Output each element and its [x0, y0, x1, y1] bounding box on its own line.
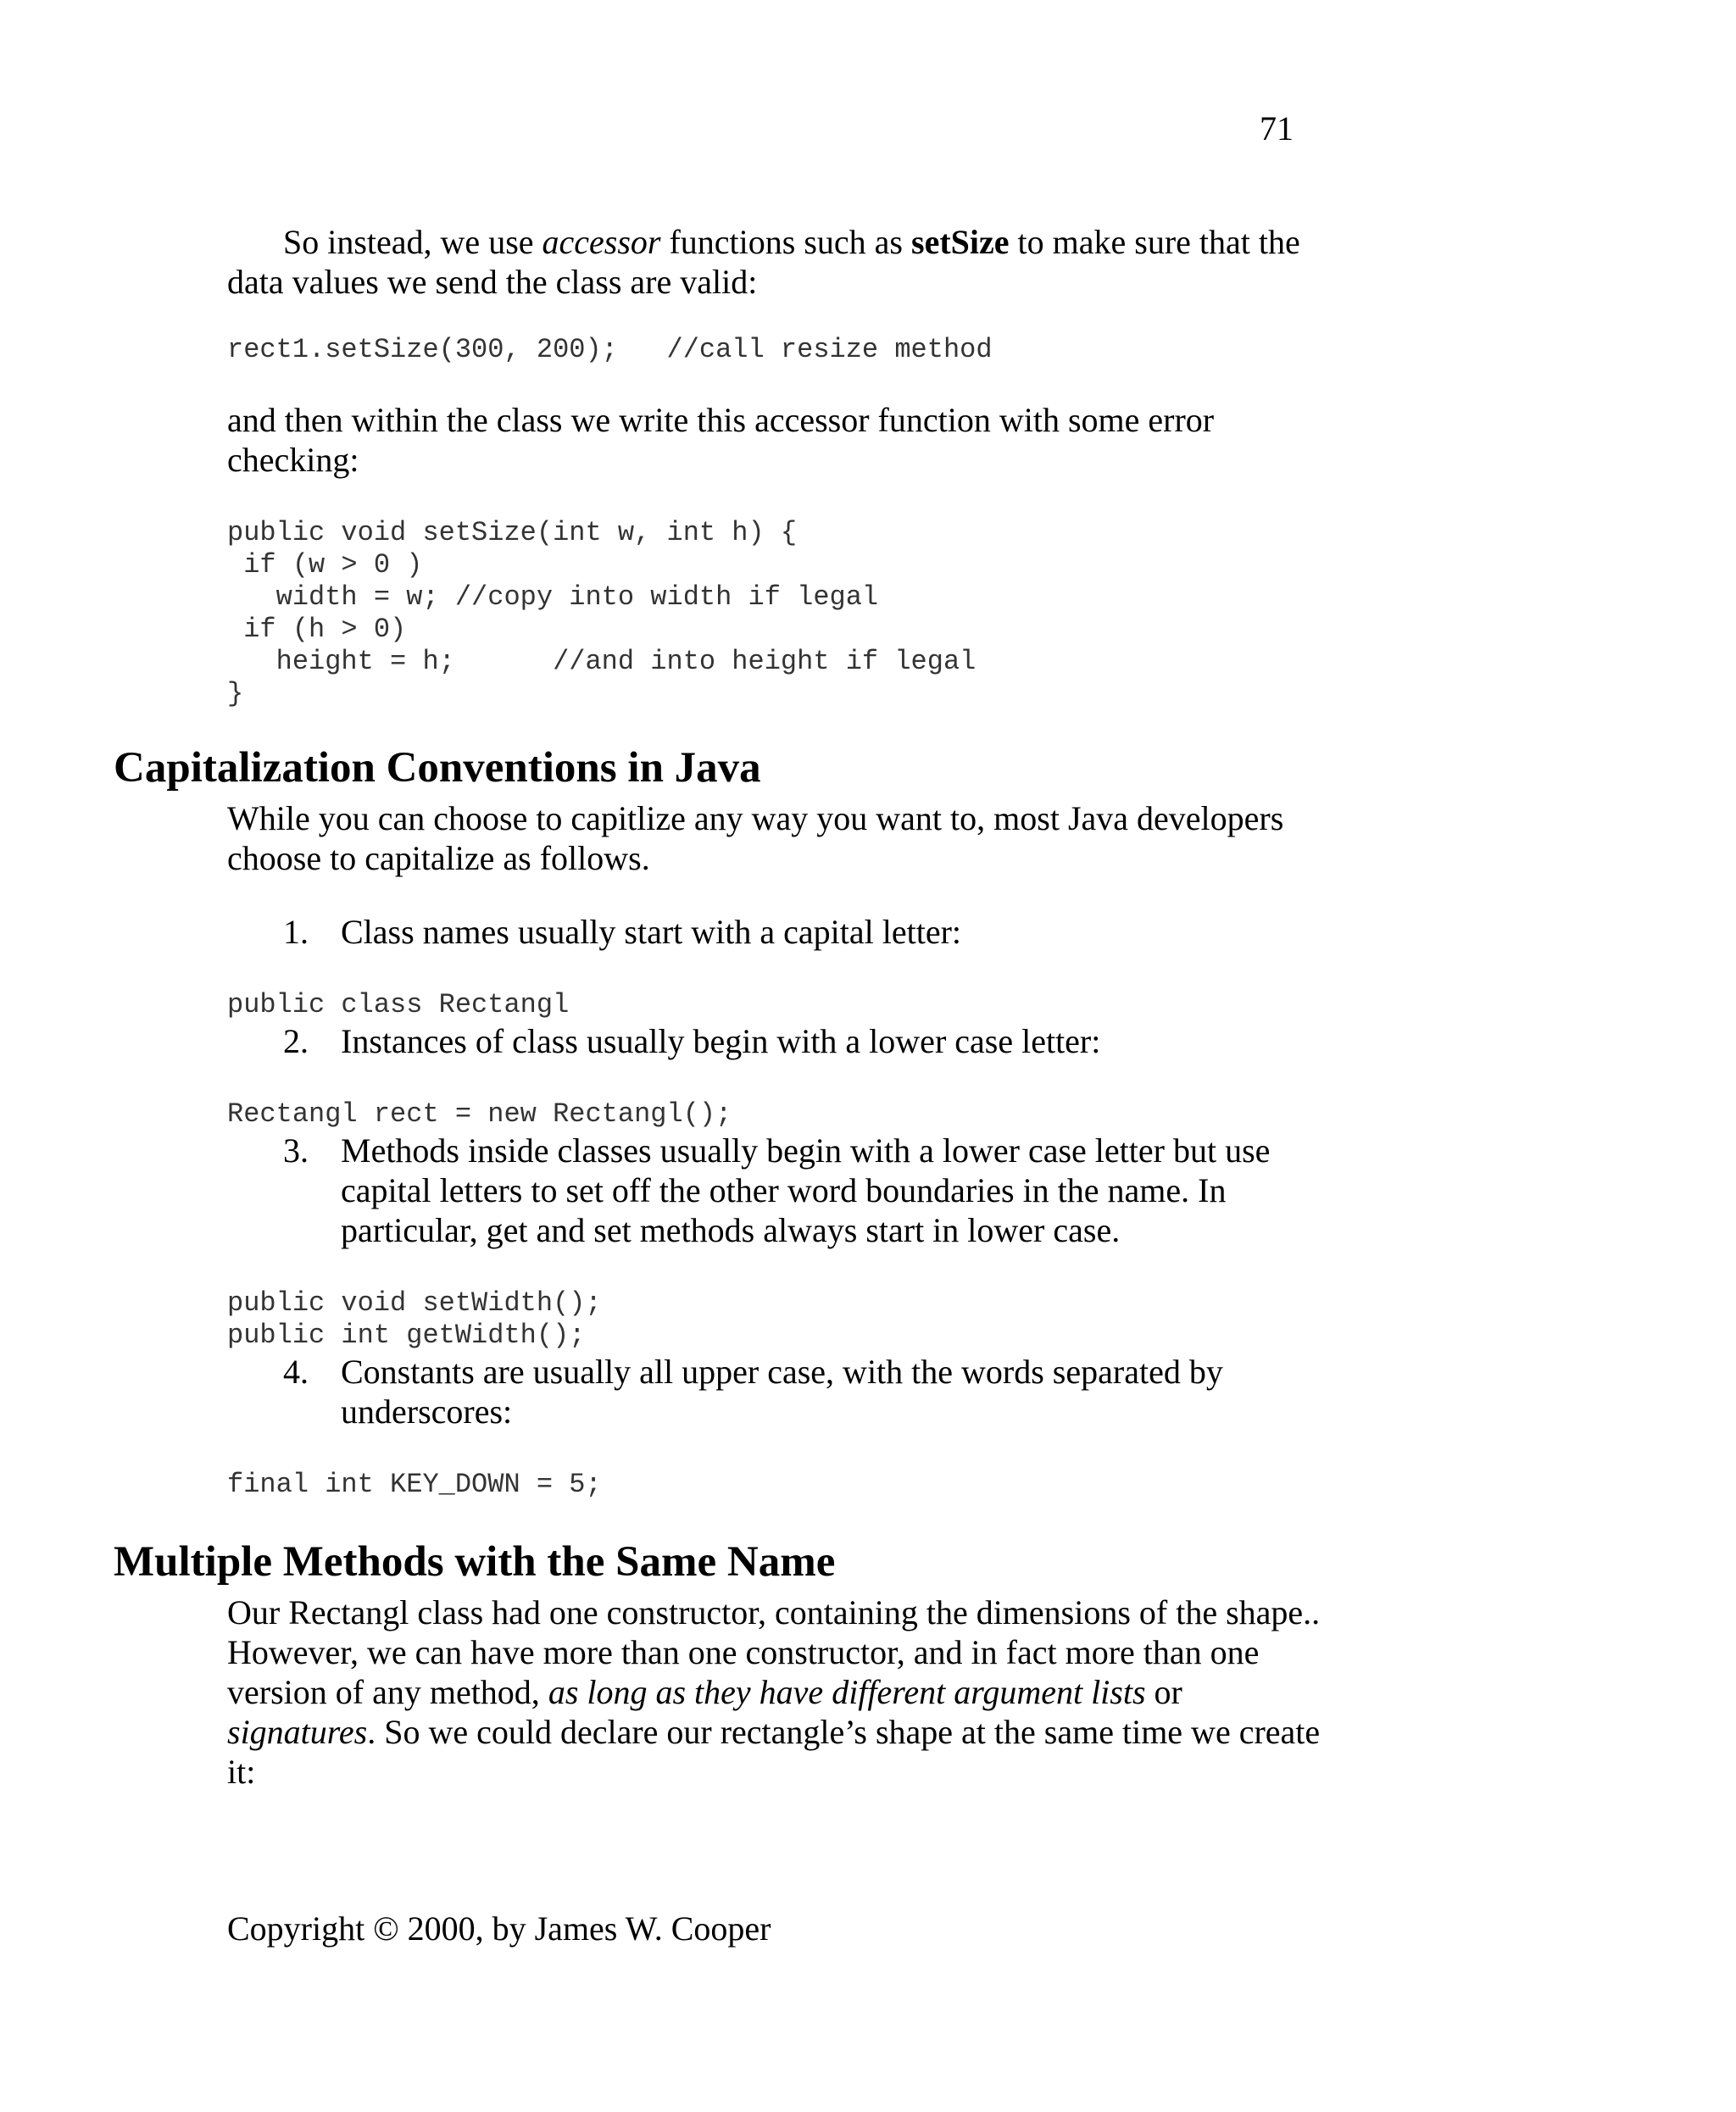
- mm-emphasis-signatures: signatures: [227, 1713, 368, 1751]
- section-heading-capitalization: Capitalization Conventions in Java: [114, 744, 761, 792]
- list-number: 3.: [283, 1131, 309, 1170]
- list-number: 4.: [283, 1353, 309, 1391]
- list-item-4: [227, 1352, 1321, 1431]
- section-heading-multiple-methods: Multiple Methods with the Same Name: [114, 1538, 836, 1586]
- intro-text-a: So instead, we use: [283, 223, 542, 261]
- code-method-example: public void setWidth(); public int getWidth();: [227, 1287, 602, 1351]
- list-item-text: Instances of class usually begin with a lower case letter:: [341, 1022, 1101, 1060]
- list-number: 1.: [283, 913, 309, 951]
- intro-text-c: to make sure that the data values we send the class are valid:: [227, 223, 1300, 301]
- intro-paragraph: [227, 222, 1321, 302]
- list-item-text: Class names usually start with a capital letter:: [341, 913, 962, 951]
- mm-text-a: Our Rectangl class had one constructor, containing the dimensions of the shape.. However, we can have more than one constructor, and in fact more than one version of any method,: [227, 1593, 1321, 1711]
- code-setsize-method: public void setSize(int w, int h) { if (w > 0 ) width = w; //copy into width if legal if (h > 0) height = h; //and into height if legal }: [227, 517, 976, 709]
- list-item-2: [227, 1021, 1321, 1061]
- intro-emphasis-accessor: accessor: [542, 223, 661, 261]
- page-number: 71: [1260, 109, 1294, 147]
- code-setsize-call: rect1.setSize(300, 200); //call resize method: [227, 334, 993, 365]
- mm-emphasis-argument-lists: as long as they have different argument lists: [548, 1673, 1146, 1711]
- mm-text-c: . So we could declare our rectangle’s shape at the same time we create it:: [227, 1713, 1321, 1791]
- intro-text-b: functions such as: [660, 223, 911, 261]
- list-number: 2.: [283, 1022, 309, 1060]
- page-content: [114, 222, 1321, 1792]
- code-constant-example: final int KEY_DOWN = 5;: [227, 1469, 602, 1500]
- list-item-3: [227, 1131, 1321, 1250]
- list-item-1: [227, 912, 1321, 952]
- list-item-text: Methods inside classes usually begin with a lower case letter but use capital letters to set off the other word boundaries in the name. In particular, get and set methods always start in lower case.: [341, 1131, 1271, 1249]
- code-class-example: public class Rectangl: [227, 989, 570, 1020]
- list-item-text: Constants are usually all upper case, with the words separated by underscores:: [341, 1353, 1223, 1431]
- intro-strong-setsize: setSize: [911, 223, 1010, 261]
- capitalization-intro: While you can choose to capitlize any way you want to, most Java developers choose to capitalize as follows.: [227, 799, 1284, 877]
- multiple-methods-paragraph: [227, 1592, 1321, 1792]
- accessor-paragraph: and then within the class we write this accessor function with some error checking:: [227, 401, 1215, 479]
- mm-text-b: or: [1145, 1673, 1182, 1711]
- code-instance-example: Rectangl rect = new Rectangl();: [227, 1098, 732, 1130]
- copyright-footer: Copyright © 2000, by James W. Cooper: [227, 1909, 771, 1948]
